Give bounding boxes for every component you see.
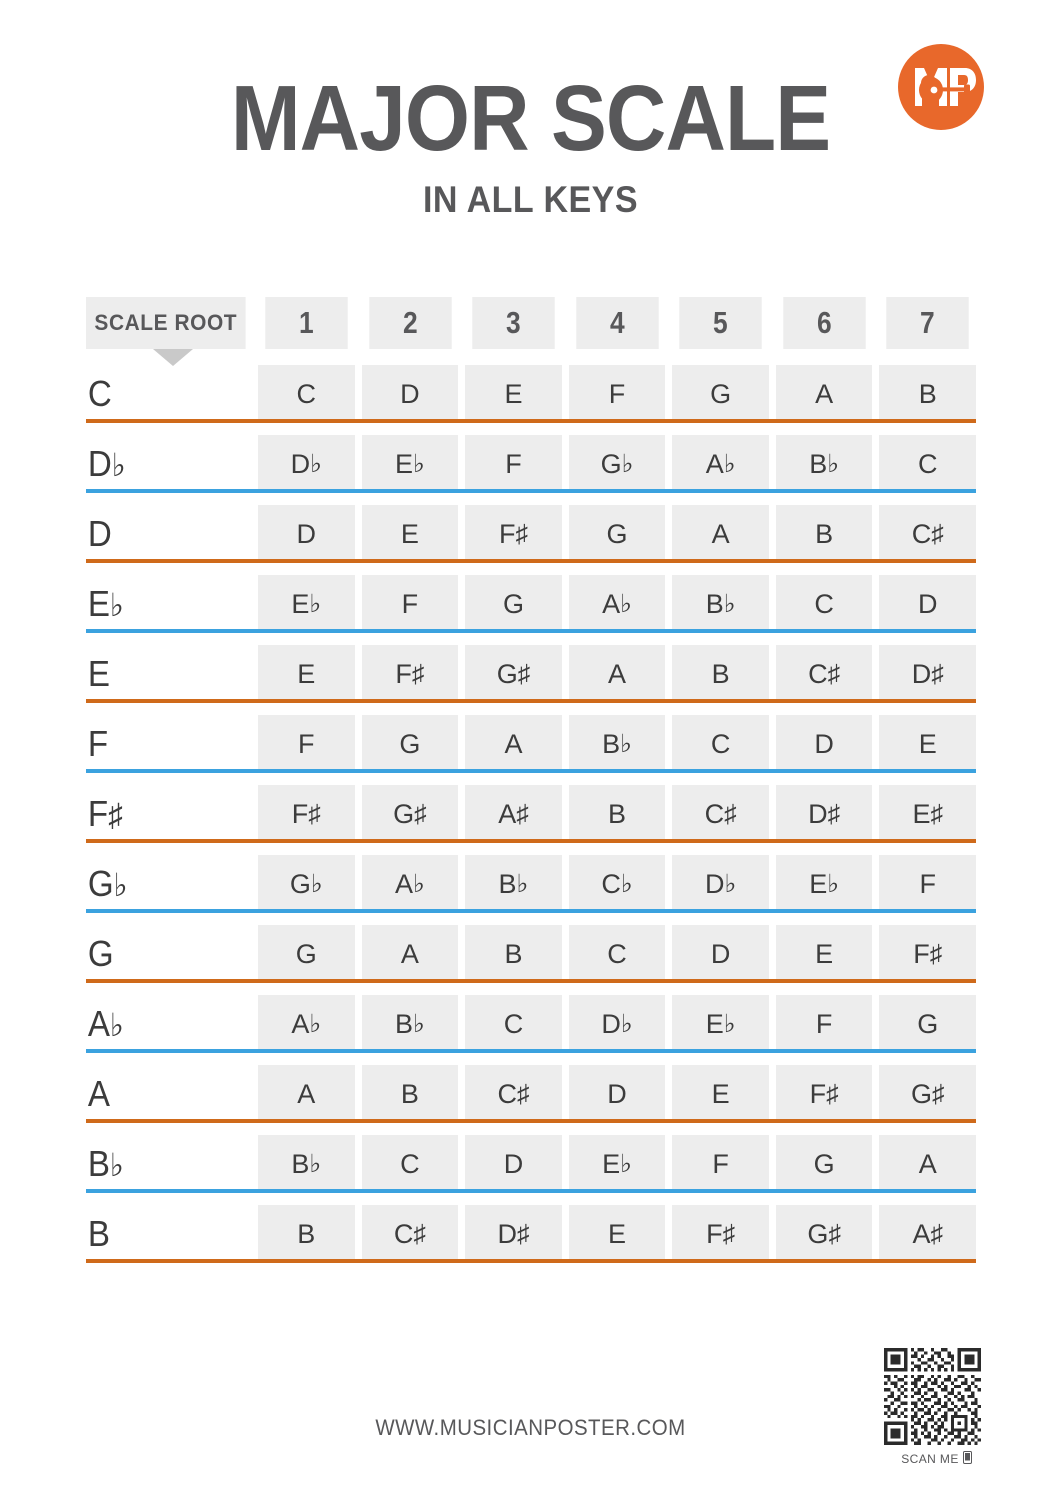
scale-note-cell: E: [879, 715, 976, 773]
scale-note-cell: B: [362, 1065, 459, 1123]
scale-note-cell: G: [879, 995, 976, 1053]
row-accent-underline: [258, 909, 976, 913]
scale-note-cell: A ♭: [258, 995, 355, 1053]
scale-note-cell: F ♯: [879, 925, 976, 983]
scale-note-cell: D: [465, 1135, 562, 1193]
scale-root-name: E: [87, 653, 110, 694]
degree-header-1: 1: [265, 297, 347, 349]
scale-root-cell: [86, 995, 258, 1053]
scale-note-cell: F ♯: [776, 1065, 873, 1123]
table-row: [86, 505, 976, 575]
scale-note-cell: A: [879, 1135, 976, 1193]
major-scale-table: [86, 297, 976, 1275]
degree-header-cells: [258, 297, 976, 355]
row-accent-underline: [258, 979, 976, 983]
table-row: [86, 1135, 976, 1205]
scale-note-cell: B: [569, 785, 666, 843]
scale-note-cell: C ♭: [569, 855, 666, 913]
scale-note-cell: B ♭: [362, 995, 459, 1053]
table-row: [86, 995, 976, 1065]
scale-root-cell: [86, 435, 258, 493]
scale-note-cell: A ♯: [879, 1205, 976, 1263]
row-accent-underline: [258, 1119, 976, 1123]
scale-note-cell: F: [672, 1135, 769, 1193]
scale-root-cell: [86, 505, 258, 563]
row-accent-underline: [258, 489, 976, 493]
scale-note-cell: C: [569, 925, 666, 983]
root-accent-underline: [86, 839, 258, 843]
root-accent-underline: [86, 1049, 258, 1053]
scale-note-cell: G: [258, 925, 355, 983]
scale-notes-cells: [258, 365, 976, 423]
scale-notes-cells: [258, 925, 976, 983]
scale-note-cell: F: [465, 435, 562, 493]
scale-root-cell: [86, 1065, 258, 1123]
root-accent-underline: [86, 419, 258, 423]
scale-note-cell: F ♯: [465, 505, 562, 563]
row-accent-underline: [258, 419, 976, 423]
scale-root-cell: [86, 575, 258, 633]
scale-note-cell: D: [672, 925, 769, 983]
scale-note-cell: D ♯: [879, 645, 976, 703]
scale-note-cell: A: [258, 1065, 355, 1123]
degree-header-2: 2: [369, 297, 451, 349]
scale-root-header-cell: [86, 297, 258, 355]
table-row: [86, 575, 976, 645]
qr-code[interactable]: [884, 1348, 981, 1445]
scale-note-cell: G ♯: [362, 785, 459, 843]
scale-root-cell: [86, 925, 258, 983]
degree-header-7: 7: [887, 297, 969, 349]
footer-website-url[interactable]: WWW.MUSICIANPOSTER.COM: [375, 1415, 686, 1440]
root-accent-underline: [86, 909, 258, 913]
root-accent-underline: [86, 489, 258, 493]
scale-note-cell: B: [258, 1205, 355, 1263]
scale-root-name: F: [87, 723, 109, 764]
table-row: [86, 855, 976, 925]
scan-me-block: [884, 1451, 989, 1467]
root-accent-underline: [86, 559, 258, 563]
scale-note-cell: A: [569, 645, 666, 703]
scale-root-name: E♭: [87, 583, 124, 624]
scale-note-cell: E ♭: [258, 575, 355, 633]
scale-root-cell: [86, 715, 258, 773]
scale-note-cell: G: [776, 1135, 873, 1193]
degree-header-4: 4: [576, 297, 658, 349]
scale-note-cell: C: [465, 995, 562, 1053]
scale-note-cell: G ♯: [776, 1205, 873, 1263]
scale-note-cell: B: [776, 505, 873, 563]
scale-note-cell: B ♭: [569, 715, 666, 773]
scale-note-cell: G: [362, 715, 459, 773]
scale-note-cell: F: [569, 365, 666, 423]
scale-root-cell: [86, 645, 258, 703]
scan-me-label: SCAN ME: [901, 1452, 959, 1466]
scale-note-cell: E: [569, 1205, 666, 1263]
scale-note-cell: A: [465, 715, 562, 773]
scale-note-cell: B: [879, 365, 976, 423]
row-accent-underline: [258, 699, 976, 703]
root-accent-underline: [86, 1189, 258, 1193]
scale-root-name: A♭: [87, 1003, 124, 1044]
root-accent-underline: [86, 979, 258, 983]
scale-note-cell: D ♭: [258, 435, 355, 493]
scale-note-cell: F ♯: [672, 1205, 769, 1263]
scale-note-cell: A ♭: [672, 435, 769, 493]
table-body: [86, 365, 976, 1275]
scale-note-cell: C ♯: [776, 645, 873, 703]
scale-note-cell: B ♭: [258, 1135, 355, 1193]
row-accent-underline: [258, 1049, 976, 1053]
row-accent-underline: [258, 769, 976, 773]
scale-note-cell: D: [879, 575, 976, 633]
scale-note-cell: B: [672, 645, 769, 703]
scale-note-cell: F: [258, 715, 355, 773]
scale-note-cell: E: [672, 1065, 769, 1123]
scale-root-name: G♭: [87, 863, 128, 904]
scale-note-cell: C: [879, 435, 976, 493]
scale-root-name: D: [87, 513, 112, 554]
scale-note-cell: G: [672, 365, 769, 423]
scale-note-cell: E: [776, 925, 873, 983]
scale-notes-cells: [258, 715, 976, 773]
degree-header-3: 3: [472, 297, 554, 349]
scale-note-cell: C ♯: [672, 785, 769, 843]
scale-note-cell: C: [776, 575, 873, 633]
scale-root-cell: [86, 1135, 258, 1193]
table-row: [86, 365, 976, 435]
page-title: MAJOR SCALE: [230, 66, 831, 170]
scale-root-label: SCALE ROOT: [86, 297, 246, 349]
row-accent-underline: [258, 1259, 976, 1263]
scale-note-cell: E: [258, 645, 355, 703]
scale-note-cell: D ♭: [569, 995, 666, 1053]
degree-header-5: 5: [680, 297, 762, 349]
scale-note-cell: A: [776, 365, 873, 423]
scale-note-cell: E ♯: [879, 785, 976, 843]
scale-note-cell: F: [879, 855, 976, 913]
row-accent-underline: [258, 629, 976, 633]
table-row: [86, 715, 976, 785]
scale-root-name: A: [87, 1073, 110, 1114]
scale-note-cell: D: [258, 505, 355, 563]
scale-notes-cells: [258, 855, 976, 913]
scale-notes-cells: [258, 785, 976, 843]
scale-root-name: D♭: [87, 443, 126, 484]
scale-note-cell: F ♯: [258, 785, 355, 843]
scale-note-cell: F: [776, 995, 873, 1053]
table-row: [86, 925, 976, 995]
scale-root-cell: [86, 855, 258, 913]
scale-note-cell: G: [569, 505, 666, 563]
scale-note-cell: F ♯: [362, 645, 459, 703]
scale-root-name: B♭: [87, 1143, 124, 1184]
scale-note-cell: C: [672, 715, 769, 773]
root-accent-underline: [86, 629, 258, 633]
scale-note-cell: G: [465, 575, 562, 633]
scale-root-name: C: [87, 373, 112, 414]
scale-note-cell: C ♯: [465, 1065, 562, 1123]
scale-note-cell: B: [465, 925, 562, 983]
scale-note-cell: E ♭: [569, 1135, 666, 1193]
degree-header-6: 6: [783, 297, 865, 349]
scale-note-cell: C ♯: [879, 505, 976, 563]
root-accent-underline: [86, 769, 258, 773]
scale-notes-cells: [258, 575, 976, 633]
scale-root-cell: [86, 365, 258, 423]
smartphone-icon: [963, 1451, 972, 1467]
scale-note-cell: G ♭: [569, 435, 666, 493]
scale-note-cell: C ♯: [362, 1205, 459, 1263]
scale-root-name: B: [87, 1213, 110, 1254]
scale-notes-cells: [258, 505, 976, 563]
scale-note-cell: A: [362, 925, 459, 983]
scale-note-cell: E: [465, 365, 562, 423]
scale-note-cell: D ♭: [672, 855, 769, 913]
table-row: [86, 645, 976, 715]
page-subtitle: IN ALL KEYS: [422, 179, 638, 220]
table-row: [86, 785, 976, 855]
scale-note-cell: C: [258, 365, 355, 423]
scale-note-cell: B ♭: [776, 435, 873, 493]
scale-notes-cells: [258, 995, 976, 1053]
scale-note-cell: A ♭: [569, 575, 666, 633]
qr-block: [884, 1348, 989, 1467]
scale-note-cell: D: [362, 365, 459, 423]
scale-note-cell: B ♭: [465, 855, 562, 913]
scale-notes-cells: [258, 435, 976, 493]
root-accent-underline: [86, 1119, 258, 1123]
scale-notes-cells: [258, 1135, 976, 1193]
scale-note-cell: C: [362, 1135, 459, 1193]
scale-note-cell: D ♯: [776, 785, 873, 843]
scale-note-cell: A ♭: [362, 855, 459, 913]
scale-note-cell: D: [776, 715, 873, 773]
row-accent-underline: [258, 839, 976, 843]
scale-note-cell: B ♭: [672, 575, 769, 633]
scale-root-cell: [86, 785, 258, 843]
scale-root-name: F♯: [87, 793, 123, 834]
table-header-row: [86, 297, 976, 365]
scale-note-cell: A: [672, 505, 769, 563]
scale-root-cell: [86, 1205, 258, 1263]
scale-root-name: G: [87, 933, 114, 974]
row-accent-underline: [258, 559, 976, 563]
scale-note-cell: D ♯: [465, 1205, 562, 1263]
scale-note-cell: E ♭: [362, 435, 459, 493]
down-triangle-icon: [153, 349, 193, 366]
root-accent-underline: [86, 699, 258, 703]
scale-note-cell: G ♯: [465, 645, 562, 703]
row-accent-underline: [258, 1189, 976, 1193]
scale-note-cell: D: [569, 1065, 666, 1123]
scale-notes-cells: [258, 1065, 976, 1123]
root-accent-underline: [86, 1259, 258, 1263]
scale-note-cell: E ♭: [672, 995, 769, 1053]
table-row: [86, 1205, 976, 1275]
scale-notes-cells: [258, 1205, 976, 1263]
title-block: [0, 66, 1061, 221]
scale-note-cell: G ♯: [879, 1065, 976, 1123]
scale-note-cell: G ♭: [258, 855, 355, 913]
table-row: [86, 1065, 976, 1135]
scale-notes-cells: [258, 645, 976, 703]
table-row: [86, 435, 976, 505]
scale-note-cell: E ♭: [776, 855, 873, 913]
scale-note-cell: E: [362, 505, 459, 563]
scale-note-cell: A ♯: [465, 785, 562, 843]
scale-note-cell: F: [362, 575, 459, 633]
